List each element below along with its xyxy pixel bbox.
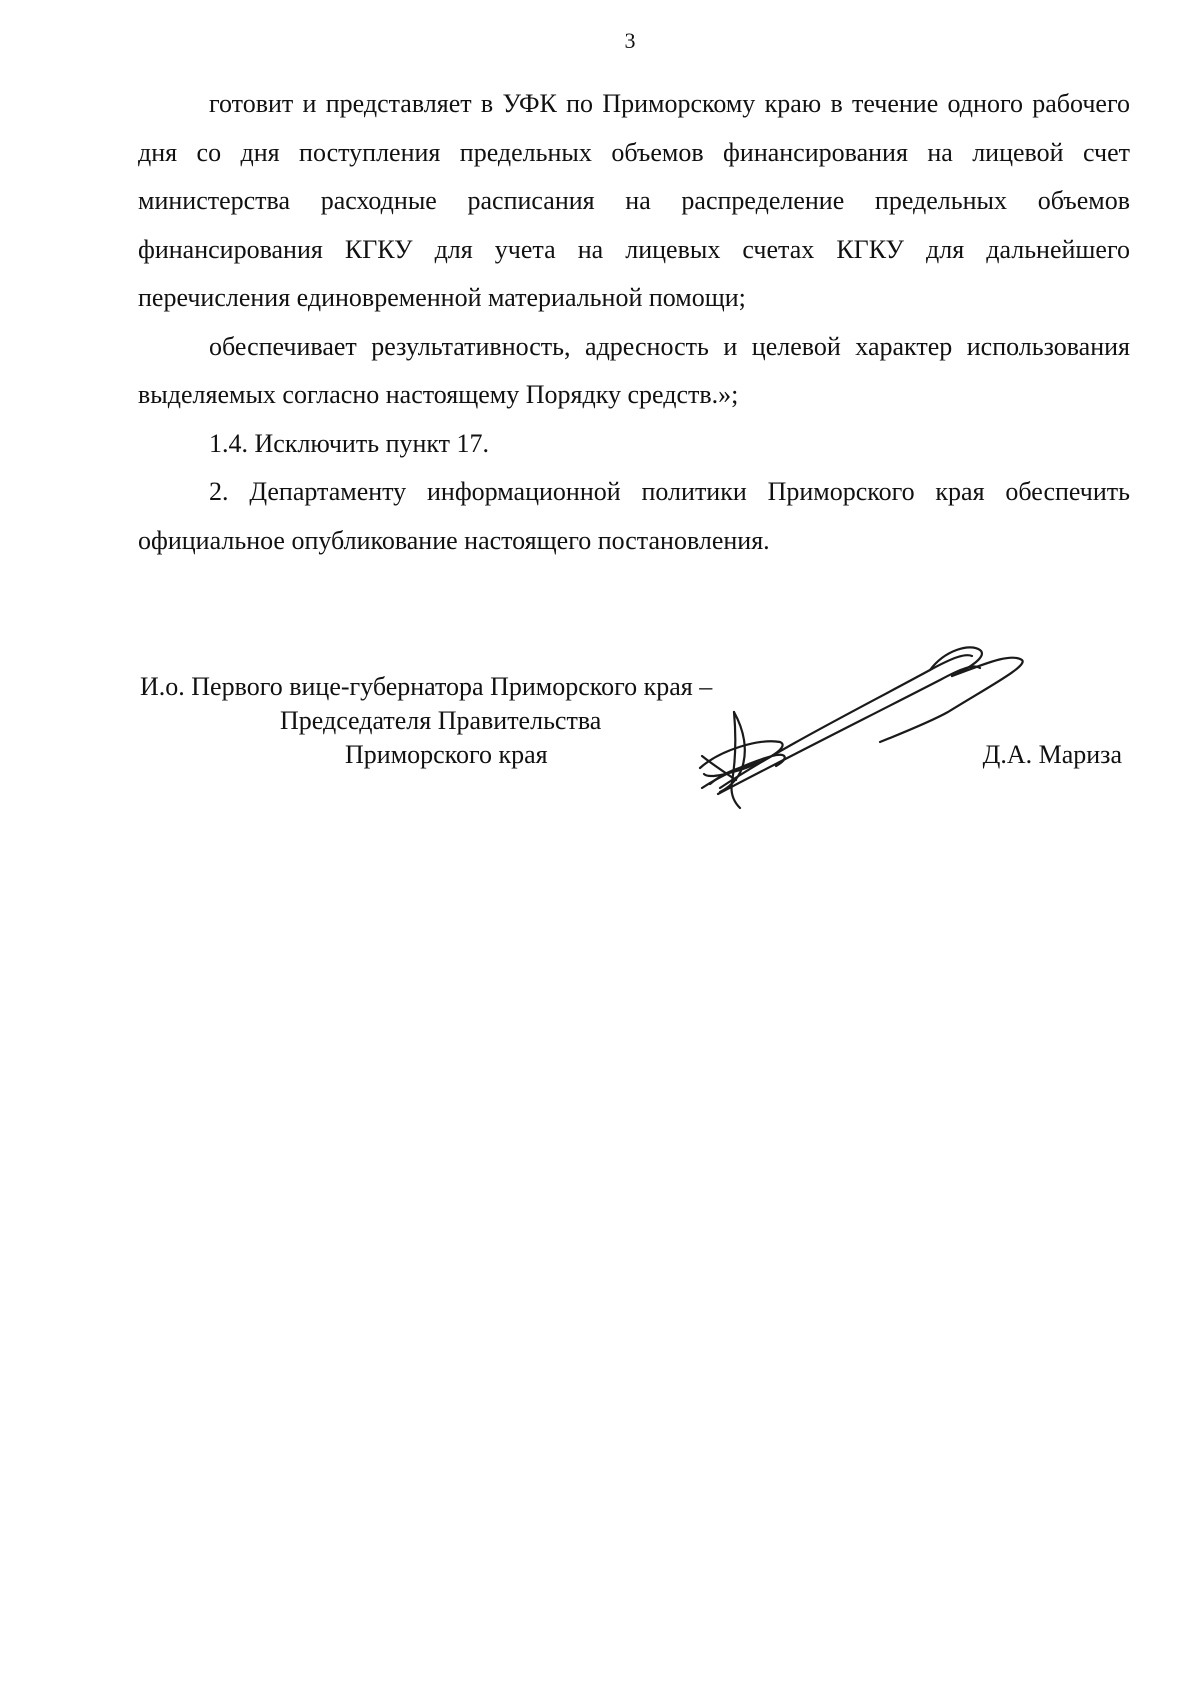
signer-position-line-1: И.о. Первого вице-губернатора Приморского края –	[140, 672, 713, 701]
handwritten-signature	[690, 638, 1030, 818]
signer-name: Д.А. Мариза	[982, 740, 1122, 769]
paragraph-4: 2. Департаменту информационной политики Приморского края обеспечить официальное опубликование настоящего постановления.	[138, 477, 1130, 555]
paragraph-3: 1.4. Исключить пункт 17.	[209, 428, 490, 458]
document-body	[138, 80, 1130, 565]
paragraph-2: обеспечивает результативность, адресность и целевой характер использования выделяемых согласно настоящему Порядку средств.»;	[138, 331, 1130, 409]
paragraph-1: готовит и представляет в УФК по Приморскому краю в течение одного рабочего дня со дня поступления предельных объемов финансирования на лицевой счет министерства расходные расписания на распределение предельных объемов финансирования КГКУ для учета на лицевых счетах КГКУ для дальнейшего перечисления единовременной материальной помощи;	[138, 89, 1130, 312]
signer-position-line-2: Председателя Правительства	[280, 706, 602, 735]
page-number: 3	[624, 28, 636, 53]
signer-position-line-3: Приморского края	[345, 740, 548, 769]
